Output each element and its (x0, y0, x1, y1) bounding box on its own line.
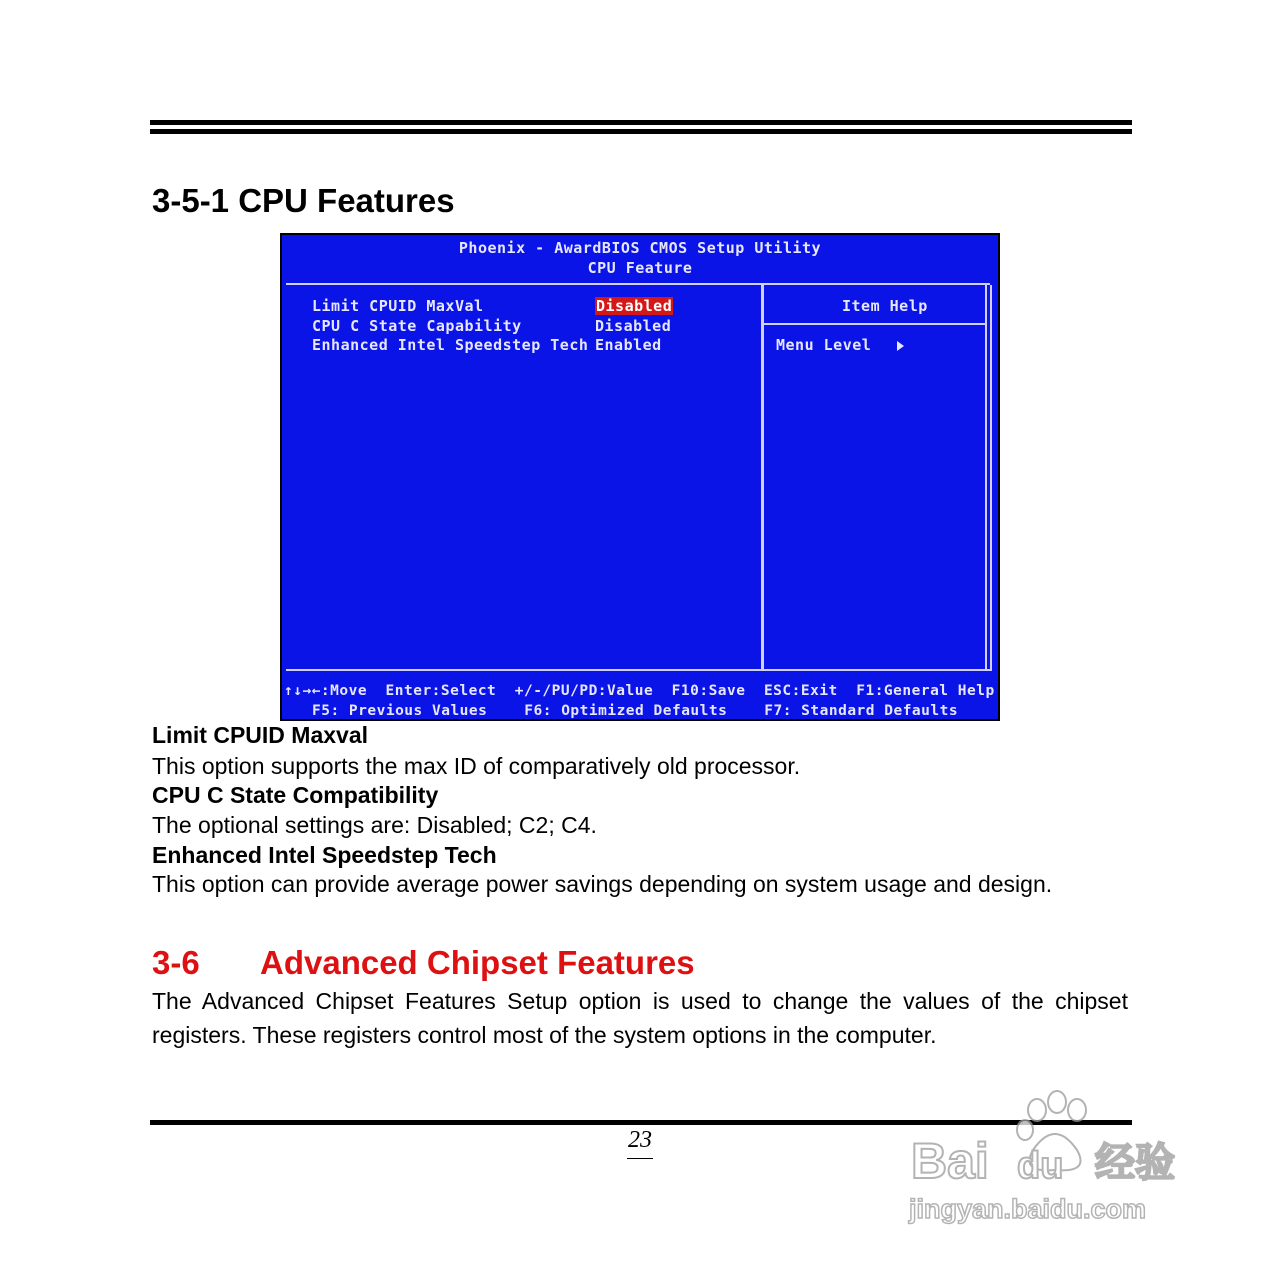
item-heading-cpu-c-state: CPU C State Compatibility (152, 782, 439, 808)
section2-title (152, 943, 695, 983)
watermark-url: jingyan.baidu.com (909, 1194, 1147, 1224)
item-text-cpu-c-state: The optional settings are: Disabled; C2; C4. (152, 812, 597, 838)
arrow-right-icon (897, 341, 904, 351)
bios-frame-bottom (286, 669, 990, 671)
bios-value-limit-cpuid[interactable]: Disabled (596, 297, 673, 315)
watermark-brand-left: Bai (911, 1133, 989, 1189)
bios-help-separator (764, 323, 985, 325)
item-heading-limit-cpuid: Limit CPUID Maxval (152, 722, 368, 748)
bios-frame-divider (761, 285, 764, 669)
bios-frame-right (985, 285, 987, 669)
section2-text: The Advanced Chipset Features Setup option is used to change the values of the chipset registers. These registers control most of the system options in the computer. (152, 988, 1128, 1048)
bios-option-limit-cpuid[interactable]: Limit CPUID MaxVal (312, 297, 484, 315)
page-number: 23 (628, 1127, 652, 1153)
bios-title: Phoenix - AwardBIOS CMOS Setup Utility (458, 239, 822, 257)
bios-frame-right-outer (990, 285, 992, 671)
watermark-brand-cn: 经验 (1095, 1141, 1175, 1185)
bios-menu-level-label: Menu Level (776, 336, 872, 354)
section2-title-text: Advanced Chipset Features (260, 944, 695, 981)
bios-footer-keys-1: ↑↓→←:Move Enter:Select +/-/PU/PD:Value F10:Save ESC:Exit F1:General Help (284, 683, 995, 699)
bios-value-speedstep[interactable]: Enabled (595, 336, 662, 354)
item-heading-speedstep: Enhanced Intel Speedstep Tech (152, 842, 497, 868)
item-text-limit-cpuid: This option supports the max ID of comparatively old processor. (152, 753, 801, 779)
bios-screenshot (280, 233, 1000, 721)
header-rule-thick (150, 120, 1132, 125)
bios-footer-keys-2: F5: Previous Values F6: Optimized Defaults F7: Standard Defaults (312, 703, 959, 719)
watermark-brand-du: du (1017, 1145, 1064, 1187)
bios-value-cpu-c-state[interactable]: Disabled (595, 317, 672, 335)
page-number-underline (627, 1158, 653, 1159)
section2-number: 3-6 (152, 944, 200, 981)
section-title: 3-5-1 CPU Features (152, 182, 455, 219)
bios-option-cpu-c-state[interactable]: CPU C State Capability (312, 317, 522, 335)
bios-option-speedstep[interactable]: Enhanced Intel Speedstep Tech (312, 336, 589, 354)
bios-frame-top (286, 283, 990, 285)
header-rule-thin (150, 129, 1132, 134)
bios-item-help-title: Item Help (842, 297, 928, 315)
baidu-watermark-logo (905, 1088, 1205, 1238)
bios-subtitle: CPU Feature (587, 259, 693, 277)
item-text-speedstep: This option can provide average power savings depending on system usage and design. (152, 871, 1053, 897)
bios-menu-level (776, 336, 904, 354)
